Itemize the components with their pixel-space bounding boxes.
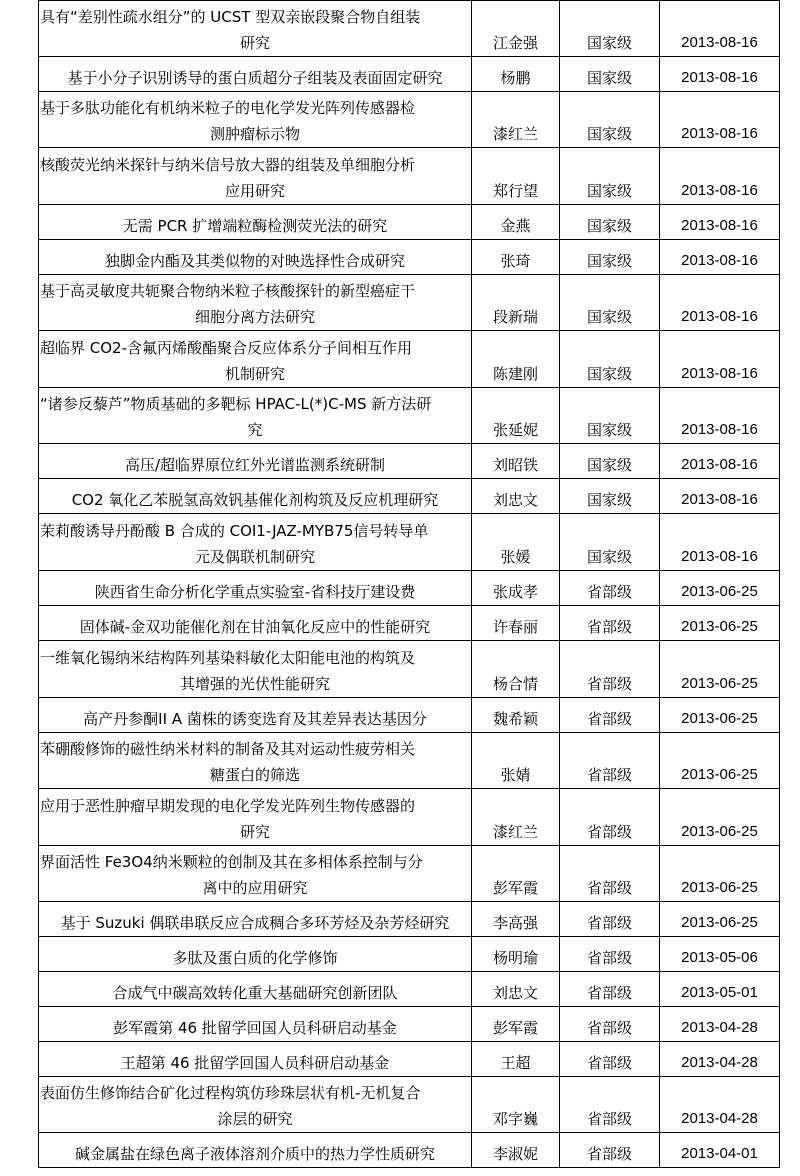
person-cell: 张琦 bbox=[472, 240, 560, 275]
project-title-cell bbox=[39, 606, 472, 641]
project-title-line: 界面活性 Fe3O4纳米颗粒的创制及其在多相体系控制与分 bbox=[40, 853, 423, 871]
project-table-body bbox=[39, 1, 780, 1168]
date-cell: 2013-08-16 bbox=[660, 92, 780, 148]
date-cell: 2013-06-25 bbox=[660, 571, 780, 606]
person-cell: 江金强 bbox=[472, 1, 560, 57]
project-title-cell bbox=[39, 1042, 472, 1077]
date-cell: 2013-06-25 bbox=[660, 846, 780, 902]
level-cell: 省部级 bbox=[560, 846, 660, 902]
project-title-cell bbox=[39, 57, 472, 92]
level-cell: 国家级 bbox=[560, 514, 660, 571]
table-row bbox=[39, 92, 780, 148]
project-title-line: 应用于恶性肿瘤早期发现的电化学发光阵列生物传感器的 bbox=[40, 797, 416, 815]
person-cell: 彭军霞 bbox=[472, 846, 560, 902]
date-cell: 2013-06-25 bbox=[660, 789, 780, 846]
person-cell: 张成孝 bbox=[472, 571, 560, 606]
level-cell: 国家级 bbox=[560, 57, 660, 92]
project-title-line: 陕西省生命分析化学重点实验室-省科技厅建设费 bbox=[94, 583, 416, 601]
level-cell: 省部级 bbox=[560, 1133, 660, 1168]
person-cell: 金燕 bbox=[472, 205, 560, 240]
table-row bbox=[39, 1133, 780, 1168]
level-cell: 国家级 bbox=[560, 331, 660, 388]
person-cell: 魏希颖 bbox=[472, 698, 560, 733]
level-cell: 国家级 bbox=[560, 275, 660, 331]
project-title-cell bbox=[39, 331, 472, 388]
date-cell: 2013-05-06 bbox=[660, 937, 780, 972]
project-title-line: 高产丹参酮II A 菌株的诱变选育及其差异表达基因分 bbox=[83, 710, 427, 728]
project-title-cell bbox=[39, 698, 472, 733]
project-title-cell bbox=[39, 479, 472, 514]
project-title-cell bbox=[39, 937, 472, 972]
level-cell: 省部级 bbox=[560, 1042, 660, 1077]
project-title-line: 离中的应用研究 bbox=[202, 879, 308, 897]
project-title-line: 茉莉酸诱导丹酚酸 B 合成的 COI1-JAZ-MYB75信号转导单 bbox=[40, 522, 429, 540]
level-cell: 国家级 bbox=[560, 148, 660, 205]
level-cell: 省部级 bbox=[560, 698, 660, 733]
project-title-line: 一维氧化锡纳米结构阵列基染料敏化太阳能电池的构筑及 bbox=[40, 649, 416, 667]
project-title-line: 核酸荧光纳米探针与纳米信号放大器的组装及单细胞分析 bbox=[40, 156, 416, 174]
project-title-cell bbox=[39, 1007, 472, 1042]
project-title-line: 独脚金内酯及其类似物的对映选择性合成研究 bbox=[104, 252, 405, 270]
project-title-cell bbox=[39, 641, 472, 698]
level-cell: 国家级 bbox=[560, 1, 660, 57]
project-title-line: 细胞分离方法研究 bbox=[194, 308, 315, 326]
level-cell: 省部级 bbox=[560, 972, 660, 1007]
table-row bbox=[39, 1042, 780, 1077]
date-cell: 2013-08-16 bbox=[660, 444, 780, 479]
table-row bbox=[39, 1, 780, 57]
project-title-line: 究 bbox=[247, 421, 263, 439]
date-cell: 2013-08-16 bbox=[660, 240, 780, 275]
date-cell: 2013-08-16 bbox=[660, 148, 780, 205]
project-title-line: 具有“差别性疏水组分”的 UCST 型双亲嵌段聚合物自组装 bbox=[40, 8, 421, 26]
project-title-line: 测肿瘤标示物 bbox=[209, 125, 300, 143]
project-title-line: 涂层的研究 bbox=[217, 1110, 293, 1128]
table-row bbox=[39, 148, 780, 205]
level-cell: 省部级 bbox=[560, 937, 660, 972]
project-title-line: 表面仿生修饰结合矿化过程构筑仿珍珠层状有机-无机复合 bbox=[40, 1084, 421, 1102]
project-title-line: 基于多肽功能化有机纳米粒子的电化学发光阵列传感器检 bbox=[40, 99, 416, 117]
date-cell: 2013-05-01 bbox=[660, 972, 780, 1007]
level-cell: 国家级 bbox=[560, 205, 660, 240]
project-title-line: 研究 bbox=[239, 823, 270, 841]
date-cell: 2013-08-16 bbox=[660, 514, 780, 571]
project-title-line: 固体碱-金双功能催化剂在甘油氧化反应中的性能研究 bbox=[79, 618, 431, 636]
table-row bbox=[39, 606, 780, 641]
person-cell: 刘忠文 bbox=[472, 479, 560, 514]
project-title-cell bbox=[39, 846, 472, 902]
project-title-cell bbox=[39, 514, 472, 571]
level-cell: 国家级 bbox=[560, 388, 660, 444]
project-title-line: 机制研究 bbox=[224, 365, 285, 383]
person-cell: 杨明瑜 bbox=[472, 937, 560, 972]
table-row bbox=[39, 1077, 780, 1133]
level-cell: 省部级 bbox=[560, 902, 660, 937]
project-title-cell bbox=[39, 1077, 472, 1133]
table-row bbox=[39, 733, 780, 789]
project-title-cell bbox=[39, 444, 472, 479]
date-cell: 2013-06-25 bbox=[660, 902, 780, 937]
table-row bbox=[39, 57, 780, 92]
project-title-cell bbox=[39, 240, 472, 275]
project-title-cell bbox=[39, 972, 472, 1007]
date-cell: 2013-06-25 bbox=[660, 641, 780, 698]
project-title-line: 其增强的光伏性能研究 bbox=[179, 675, 330, 693]
level-cell: 省部级 bbox=[560, 733, 660, 789]
project-title-cell bbox=[39, 733, 472, 789]
table-row bbox=[39, 789, 780, 846]
person-cell: 邓字巍 bbox=[472, 1077, 560, 1133]
project-title-cell bbox=[39, 571, 472, 606]
table-row bbox=[39, 205, 780, 240]
project-title-line: CO2 氧化乙苯脱氢高效钒基催化剂构筑及反应机理研究 bbox=[71, 491, 439, 509]
project-title-cell bbox=[39, 275, 472, 331]
project-title-cell bbox=[39, 388, 472, 444]
date-cell: 2013-06-25 bbox=[660, 733, 780, 789]
person-cell: 陈建刚 bbox=[472, 331, 560, 388]
project-title-cell bbox=[39, 902, 472, 937]
project-title-line: 苯硼酸修饰的磁性纳米材料的制备及其对运动性疲劳相关 bbox=[40, 740, 416, 758]
date-cell: 2013-08-16 bbox=[660, 1, 780, 57]
table-row bbox=[39, 902, 780, 937]
person-cell: 杨合情 bbox=[472, 641, 560, 698]
person-cell: 漆红兰 bbox=[472, 92, 560, 148]
project-title-cell bbox=[39, 1133, 472, 1168]
table-row bbox=[39, 331, 780, 388]
person-cell: 彭军霞 bbox=[472, 1007, 560, 1042]
level-cell: 国家级 bbox=[560, 479, 660, 514]
level-cell: 省部级 bbox=[560, 571, 660, 606]
table-row bbox=[39, 846, 780, 902]
level-cell: 国家级 bbox=[560, 444, 660, 479]
level-cell: 国家级 bbox=[560, 240, 660, 275]
level-cell: 省部级 bbox=[560, 1077, 660, 1133]
table-row bbox=[39, 937, 780, 972]
date-cell: 2013-04-28 bbox=[660, 1042, 780, 1077]
project-title-line: 彭军霞第 46 批留学回国人员科研启动基金 bbox=[113, 1019, 397, 1037]
person-cell: 许春丽 bbox=[472, 606, 560, 641]
person-cell: 段新瑞 bbox=[472, 275, 560, 331]
person-cell: 李淑妮 bbox=[472, 1133, 560, 1168]
project-title-line: 合成气中碳高效转化重大基础研究创新团队 bbox=[112, 984, 398, 1002]
person-cell: 漆红兰 bbox=[472, 789, 560, 846]
table-row bbox=[39, 275, 780, 331]
project-title-line: 高压/超临界原位红外光谱监测系统研制 bbox=[124, 456, 386, 474]
table-row bbox=[39, 1007, 780, 1042]
table-row bbox=[39, 514, 780, 571]
table-row bbox=[39, 240, 780, 275]
project-title-line: 基于 Suzuki 偶联串联反应合成稠合多环芳烃及杂芳烃研究 bbox=[60, 914, 450, 932]
person-cell: 王超 bbox=[472, 1042, 560, 1077]
date-cell: 2013-08-16 bbox=[660, 479, 780, 514]
project-title-line: 研究 bbox=[239, 34, 270, 52]
table-row bbox=[39, 571, 780, 606]
project-title-cell bbox=[39, 1, 472, 57]
date-cell: 2013-06-25 bbox=[660, 606, 780, 641]
person-cell: 张婧 bbox=[472, 733, 560, 789]
project-title-line: 应用研究 bbox=[224, 182, 285, 200]
project-title-cell bbox=[39, 205, 472, 240]
project-table bbox=[38, 0, 780, 1168]
table-row bbox=[39, 641, 780, 698]
project-title-line: 无需 PCR 扩增端粒酶检测荧光法的研究 bbox=[122, 217, 388, 235]
project-title-line: 基于小分子识别诱导的蛋白质超分子组装及表面固定研究 bbox=[67, 69, 443, 87]
project-title-cell bbox=[39, 789, 472, 846]
project-title-cell bbox=[39, 92, 472, 148]
project-title-line: 多肽及蛋白质的化学修饰 bbox=[172, 949, 338, 967]
person-cell: 刘昭铁 bbox=[472, 444, 560, 479]
person-cell: 刘忠文 bbox=[472, 972, 560, 1007]
date-cell: 2013-08-16 bbox=[660, 388, 780, 444]
level-cell: 省部级 bbox=[560, 606, 660, 641]
level-cell: 国家级 bbox=[560, 92, 660, 148]
date-cell: 2013-06-25 bbox=[660, 698, 780, 733]
level-cell: 省部级 bbox=[560, 641, 660, 698]
person-cell: 李高强 bbox=[472, 902, 560, 937]
date-cell: 2013-08-16 bbox=[660, 275, 780, 331]
project-title-line: “诸参反藜芦”物质基础的多靶标 HPAC-L(*)C-MS 新方法研 bbox=[40, 395, 432, 413]
project-title-line: 元及偶联机制研究 bbox=[194, 548, 315, 566]
project-title-cell bbox=[39, 148, 472, 205]
project-title-line: 超临界 CO2-含氟丙烯酸酯聚合反应体系分子间相互作用 bbox=[40, 339, 413, 357]
person-cell: 张媛 bbox=[472, 514, 560, 571]
date-cell: 2013-04-28 bbox=[660, 1077, 780, 1133]
project-title-line: 王超第 46 批留学回国人员科研启动基金 bbox=[120, 1054, 390, 1072]
person-cell: 郑行望 bbox=[472, 148, 560, 205]
person-cell: 杨鹏 bbox=[472, 57, 560, 92]
project-title-line: 糖蛋白的筛选 bbox=[209, 766, 300, 784]
project-title-line: 基于高灵敏度共轭聚合物纳米粒子核酸探针的新型癌症干 bbox=[40, 282, 416, 300]
table-row bbox=[39, 444, 780, 479]
date-cell: 2013-08-16 bbox=[660, 57, 780, 92]
date-cell: 2013-04-28 bbox=[660, 1007, 780, 1042]
person-cell: 张延妮 bbox=[472, 388, 560, 444]
table-row bbox=[39, 698, 780, 733]
level-cell: 省部级 bbox=[560, 1007, 660, 1042]
project-title-line: 碱金属盐在绿色离子液体溶剂介质中的热力学性质研究 bbox=[74, 1145, 435, 1163]
date-cell: 2013-04-01 bbox=[660, 1133, 780, 1168]
table-row bbox=[39, 479, 780, 514]
table-row bbox=[39, 388, 780, 444]
date-cell: 2013-08-16 bbox=[660, 205, 780, 240]
date-cell: 2013-08-16 bbox=[660, 331, 780, 388]
level-cell: 省部级 bbox=[560, 789, 660, 846]
table-row bbox=[39, 972, 780, 1007]
